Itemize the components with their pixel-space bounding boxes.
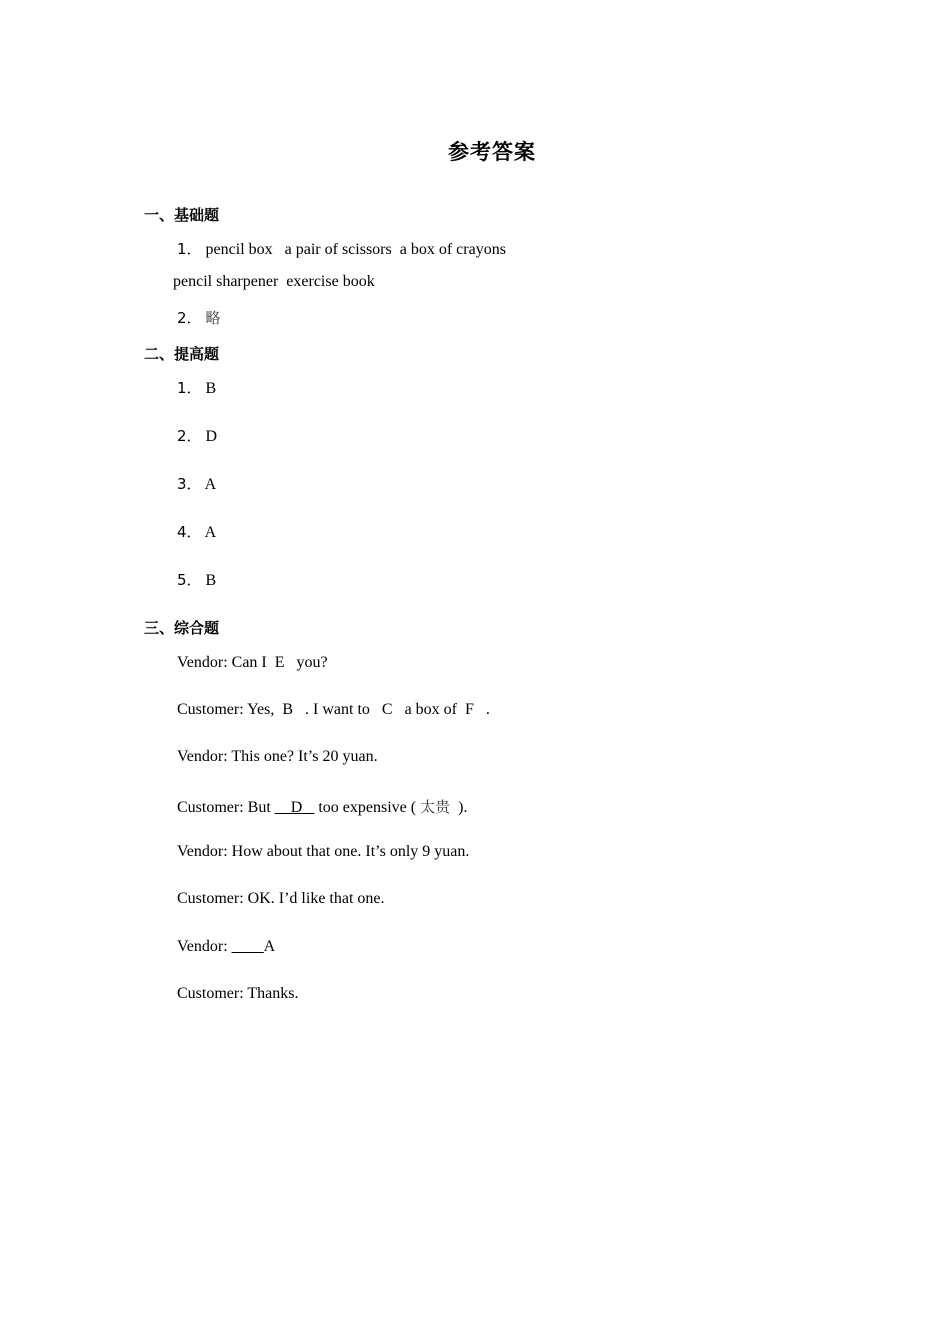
improve-answer-value: B	[205, 572, 217, 589]
basic-q1-answer-line2: pencil sharpener exercise book	[173, 273, 375, 290]
improve-answer-row	[177, 377, 216, 398]
page-title: 参考答案	[448, 140, 536, 164]
improve-answer-number: 4．	[177, 523, 202, 541]
dialogue-line-7-answer: A	[263, 938, 276, 955]
basic-q2-answer: 略	[205, 309, 221, 327]
improve-answer-value: D	[205, 428, 218, 445]
basic-q1-answer-line1: pencil box a pair of scissors a box of crayons	[205, 241, 506, 258]
improve-answer-number: 3．	[177, 475, 202, 493]
improve-answer-row	[177, 425, 217, 446]
dialogue-line-4-blank: __D _	[274, 799, 315, 816]
improve-answer-row	[177, 473, 216, 494]
section-heading-improve: 二、提高题	[144, 345, 220, 363]
section-heading-comprehensive: 三、综合题	[144, 619, 220, 637]
dialogue-line-4-start: Customer: But	[177, 799, 275, 816]
dialogue-line-7	[177, 938, 275, 956]
dialogue-line-6: Customer: OK. I’d like that one.	[177, 890, 385, 907]
improve-answer-row	[177, 569, 216, 590]
dialogue-line-8: Customer: Thanks.	[177, 985, 299, 1002]
dialogue-line-2: Customer: Yes, B . I want to C a box of F .	[177, 701, 490, 718]
dialogue-line-7-blank: ____	[231, 938, 264, 955]
dialogue-line-4	[177, 796, 467, 817]
dialogue-line-4-middle: too expensive (	[314, 799, 421, 816]
improve-answer-number: 5．	[177, 571, 202, 589]
improve-answer-row	[177, 521, 216, 542]
section-heading-basic: 一、基础题	[144, 206, 220, 224]
dialogue-line-3: Vendor: This one? It’s 20 yuan.	[177, 748, 378, 765]
basic-q1-number: 1．	[177, 240, 202, 258]
dialogue-line-4-chinese: 太贵	[420, 798, 451, 816]
basic-q2-number: 2．	[177, 309, 202, 327]
improve-answer-value: A	[204, 476, 217, 493]
improve-answer-value: A	[204, 524, 217, 541]
dialogue-line-1: Vendor: Can I E you?	[177, 654, 328, 671]
dialogue-line-7-start: Vendor:	[177, 938, 232, 955]
improve-answer-number: 2．	[177, 427, 202, 445]
improve-answer-value: B	[205, 380, 217, 397]
improve-answer-number: 1．	[177, 379, 202, 397]
basic-q1-line1	[177, 238, 506, 259]
basic-q2-line	[177, 307, 221, 328]
dialogue-line-5: Vendor: How about that one. It’s only 9 yuan.	[177, 843, 470, 860]
dialogue-line-4-end: ).	[450, 799, 468, 816]
